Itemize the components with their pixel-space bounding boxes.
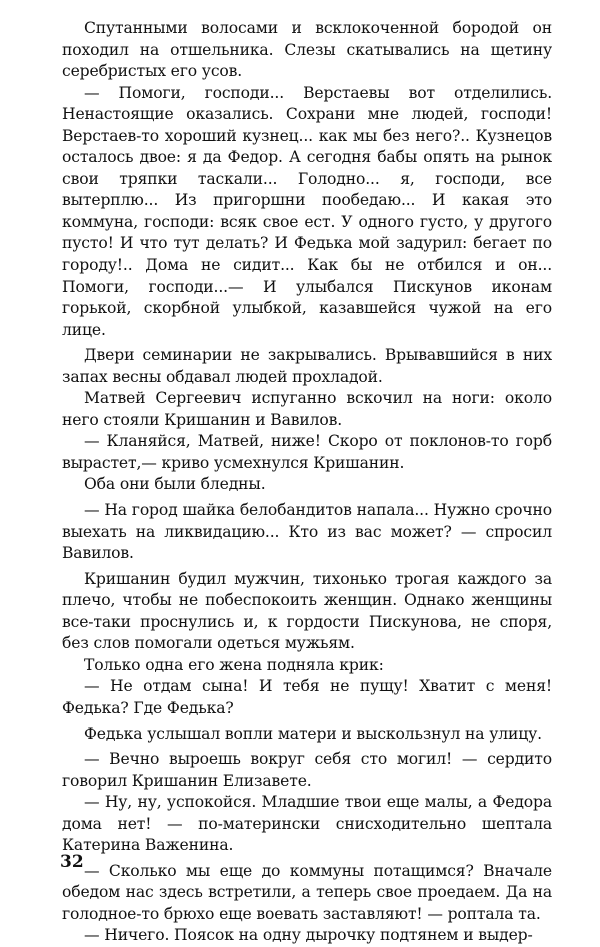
paragraph: — Сколько мы еще до коммуны потащимся? Вначале обедом нас здесь встретили, а теперь свое проедаем. Да на голодное-то брюхо еще воевать заставляют! — роптала та.	[62, 861, 552, 923]
paragraph: Двери семинарии не закрывались. Врывавшийся в них запах весны обдавал людей прохладой.	[62, 346, 552, 386]
page-number: 32	[60, 852, 84, 872]
paragraph: Оба они были бледны.	[84, 475, 266, 494]
paragraph: Кришанин будил мужчин, тихонько трогая каждого за плечо, чтобы не побеспокоить женщин. Однако женщины все-таки проснулись и, к гордости Пискунова, не споря, без слов помогали одеться мужьям.	[62, 569, 552, 653]
page-body-text	[62, 18, 552, 947]
paragraph: Федька услышал вопли матери и выскользнул на улицу.	[84, 724, 542, 743]
paragraph: Спутанными волосами и всклокоченной бородой он походил на отшельника. Слезы скатывались на щетину серебристых его усов.	[62, 19, 552, 81]
paragraph: — Не отдам сына! И тебя не пущу! Хватит с меня! Федька? Где Федька?	[62, 677, 552, 717]
paragraph: — Ну, ну, успокойся. Младшие твои еще малы, а Федора дома нет! — по-матерински снисходительно шептала Катерина Важенина.	[62, 793, 552, 855]
paragraph: — Помоги, господи... Верстаевы вот отделились. Ненастоящие оказались. Сохрани мне людей, господи! Верстаев-то хороший кузнец... как мы без него?.. Кузнецов осталось двое: я да Федор. А сегодня бабы опять на рынок свои тряпки таскали... Голодно... я, господи, все вытерплю... Из пригоршни пообедаю... И какая это коммуна, господи: всяк свое ест. У одного густо, у другого пусто! И что тут делать? И Федька мой задурил: бегает по городу!.. Дома не сидит... Как бы не отбился и он... Помоги, господи...— И улыбался Пискунов иконам горькой, скорбной улыбкой, казавшейся чужой на его лице.	[62, 83, 552, 339]
paragraph: — На город шайка белобандитов напала... Нужно срочно выехать на ликвидацию... Кто из вас может? — спросил Вавилов.	[62, 501, 552, 563]
paragraph: Только одна его жена подняла крик:	[84, 655, 384, 674]
paragraph: — Ничего. Поясок на одну дырочку подтянем и выдер-	[84, 926, 533, 945]
paragraph: Матвей Сергеевич испуганно вскочил на ноги: около него стояли Кришанин и Вавилов.	[62, 389, 552, 429]
paragraph: — Вечно выроешь вокруг себя сто могил! — сердито говорил Кришанин Елизавете.	[62, 750, 552, 790]
paragraph: — Кланяйся, Матвей, ниже! Скоро от поклонов-то горб вырастет,— криво усмехнулся Кришанин.	[62, 432, 552, 472]
